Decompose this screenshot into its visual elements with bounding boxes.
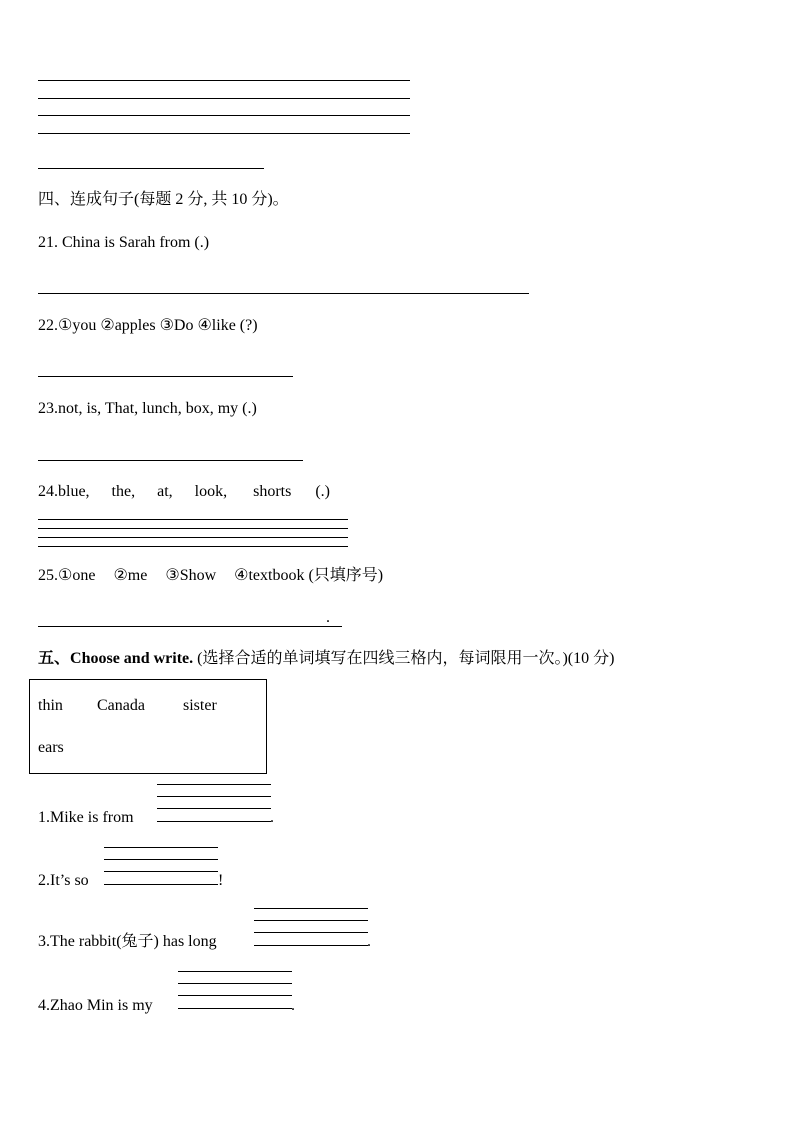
q24-token: the, — [111, 483, 136, 500]
fill-item-4-end: . — [291, 997, 295, 1014]
section5-heading — [38, 649, 614, 669]
fill-item-1-end: . — [270, 809, 274, 826]
question-24-number: 24. — [38, 483, 58, 500]
question-24 — [38, 482, 330, 502]
question-21: 21. China is Sarah from (.) — [38, 234, 210, 251]
fill-item-1: 1.Mike is from — [38, 809, 134, 826]
fill-item-2: 2.It’s so — [38, 872, 89, 889]
word-bank-item: Canada — [97, 697, 145, 714]
section5-heading-rest: (选择合适的单词填写在四线三格内，每词限用一次。)(10 分) — [193, 650, 615, 667]
q25-end-mark: . — [326, 609, 330, 626]
q25-token: ①one — [58, 567, 96, 584]
top-four-line-grid[interactable] — [38, 80, 410, 134]
fill-item-3: 3.The rabbit(兔子) has long — [38, 933, 217, 950]
answer-line-25[interactable] — [38, 626, 342, 627]
word-bank-item: sister — [183, 697, 217, 714]
top-answer-line[interactable] — [38, 168, 264, 169]
word-bank-item: thin — [38, 697, 63, 714]
q24-token: at, — [157, 483, 173, 500]
question-23: 23.not, is, That, lunch, box, my (.) — [38, 400, 257, 417]
answer-grid-24[interactable] — [38, 519, 348, 548]
word-bank-item: ears — [38, 739, 64, 756]
section5-heading-prefix: 五、 — [38, 650, 71, 667]
four-line-grid-3[interactable] — [254, 908, 368, 946]
q24-token: blue, — [58, 483, 90, 500]
fill-item-2-end: ! — [218, 872, 224, 889]
question-25-number: 25. — [38, 567, 58, 584]
q25-token: ②me — [113, 567, 148, 584]
answer-line-21[interactable] — [38, 293, 529, 294]
answer-line-22[interactable] — [38, 376, 293, 377]
four-line-grid-2[interactable] — [104, 847, 218, 885]
four-line-grid-1[interactable] — [157, 784, 271, 822]
q24-token: shorts — [253, 483, 292, 500]
question-22: 22.①you ②apples ③Do ④like (?) — [38, 317, 258, 334]
q24-token: (.) — [315, 483, 330, 500]
question-25 — [38, 566, 383, 586]
fill-item-3-end: . — [367, 933, 371, 950]
q24-token: look, — [194, 483, 228, 500]
answer-line-23[interactable] — [38, 460, 303, 461]
fill-item-4: 4.Zhao Min is my — [38, 997, 153, 1014]
q25-token: ③Show — [165, 567, 217, 584]
word-bank-box — [29, 679, 267, 774]
q25-token: ④textbook (只填序号) — [234, 567, 384, 584]
section5-heading-bold: Choose and write. — [70, 650, 194, 667]
section4-heading: 四、连成句子(每题 2 分, 共 10 分)。 — [38, 191, 289, 208]
four-line-grid-4[interactable] — [178, 971, 292, 1009]
